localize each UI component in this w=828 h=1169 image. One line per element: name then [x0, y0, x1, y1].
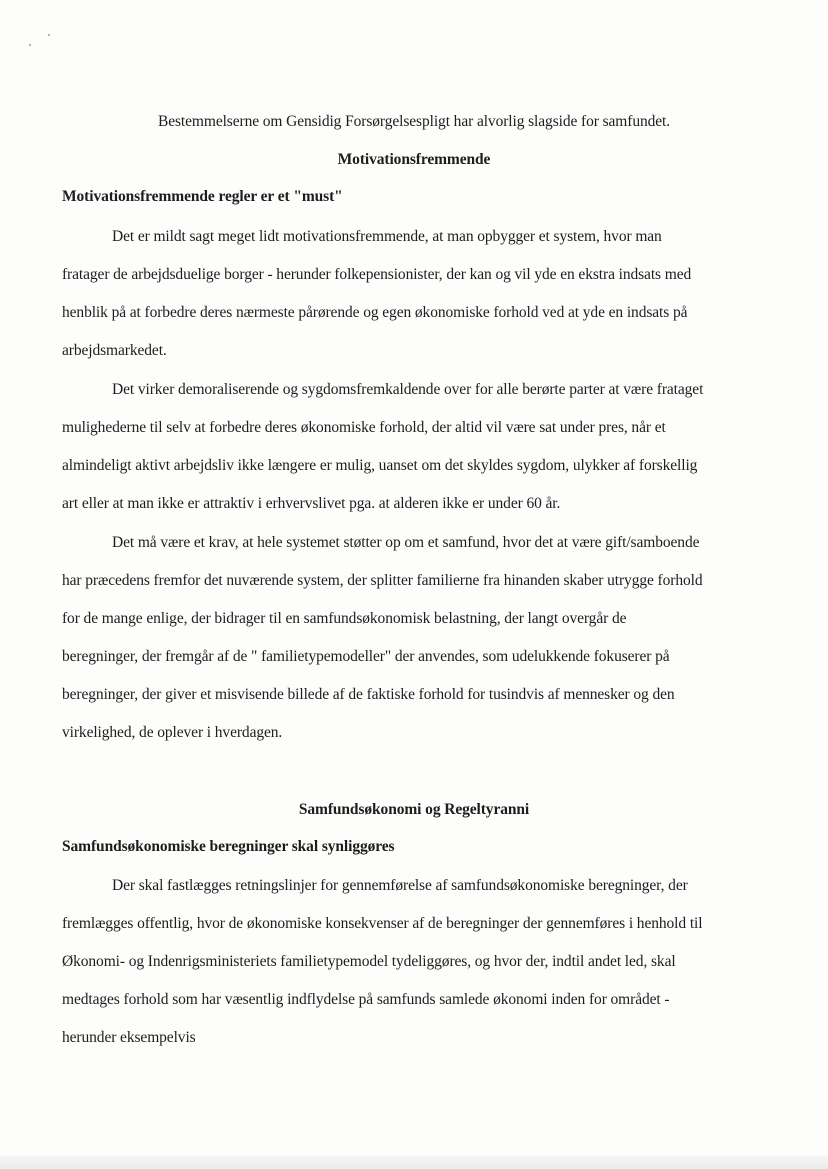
scan-bottom-edge	[0, 1156, 828, 1169]
paragraph-line: fratager de arbejdsduelige borger - herunder folkepensionister, der kan og vil yde en ekstra indsats med	[62, 266, 692, 283]
paragraph-line: Økonomi- og Indenrigsministeriets familietypemodel tydeliggøres, og hvor der, indtil andet led, skal	[62, 953, 676, 970]
paragraph-line: arbejdsmarkedet.	[62, 342, 167, 359]
paragraph-line: art eller at man ikke er attraktiv i erhvervslivet pga. at alderen ikke er under 60 år.	[62, 495, 561, 512]
paragraph-line: beregninger, der fremgår af de " familietypemodeller" der anvendes, som udelukkende fokuserer på	[62, 648, 670, 665]
paragraph-line: Det er mildt sagt meget lidt motivationsfremmende, at man opbygger et system, hvor man	[112, 228, 662, 245]
paragraph-line: beregninger, der giver et misvisende billede af de faktiske forhold for tusindvis af mennesker og den	[62, 686, 675, 703]
paragraph-line: almindeligt aktivt arbejdsliv ikke længere er mulig, uanset om det skyldes sygdom, ulykker af forskellig	[62, 457, 698, 474]
section-title-motivation: Motivationsfremmende	[337, 151, 491, 168]
section-subtitle-motivation: Motivationsfremmende regler er et "must"	[62, 188, 343, 205]
scan-speck	[48, 34, 50, 36]
paragraph-line: fremlægges offentlig, hvor de økonomiske konsekvenser af de beregninger der gennemføres i henhold til	[62, 915, 703, 932]
paragraph-line: har præcedens fremfor det nuværende system, der splitter familierne fra hinanden skaber utrygge forhold	[62, 572, 703, 589]
paragraph-line: henblik på at forbedre deres nærmeste pårørende og egen økonomiske forhold ved at yde en indsats på	[62, 304, 688, 321]
paragraph-line: Det virker demoraliserende og sygdomsfremkaldende over for alle berørte parter at være frataget	[112, 381, 704, 398]
paragraph-line: for de mange enlige, der bidrager til en samfundsøkonomisk belastning, der langt overgår de	[62, 610, 627, 627]
paragraph-line: Der skal fastlægges retningslinjer for gennemførelse af samfundsøkonomiske beregninger, der	[112, 877, 688, 894]
section-title-economy: Samfundsøkonomi og Regeltyranni	[298, 801, 530, 818]
paragraph-line: mulighederne til selv at forbedre deres økonomiske forhold, der altid vil være sat under pres, når et	[62, 419, 666, 436]
section-subtitle-economy: Samfundsøkonomiske beregninger skal synliggøres	[62, 838, 395, 855]
paragraph-line: virkelighed, de oplever i hverdagen.	[62, 724, 283, 741]
paragraph-line: herunder eksempelvis	[62, 1029, 196, 1046]
paragraph-line: Det må være et krav, at hele systemet støtter op om et samfund, hvor det at være gift/samboende	[112, 534, 700, 551]
scan-speck	[29, 44, 31, 46]
paragraph-line: medtages forhold som har væsentlig indflydelse på samfunds samlede økonomi inden for området -	[62, 991, 670, 1008]
intro-line: Bestemmelserne om Gensidig Forsørgelsespligt har alvorlig slagside for samfundet.	[157, 113, 671, 130]
